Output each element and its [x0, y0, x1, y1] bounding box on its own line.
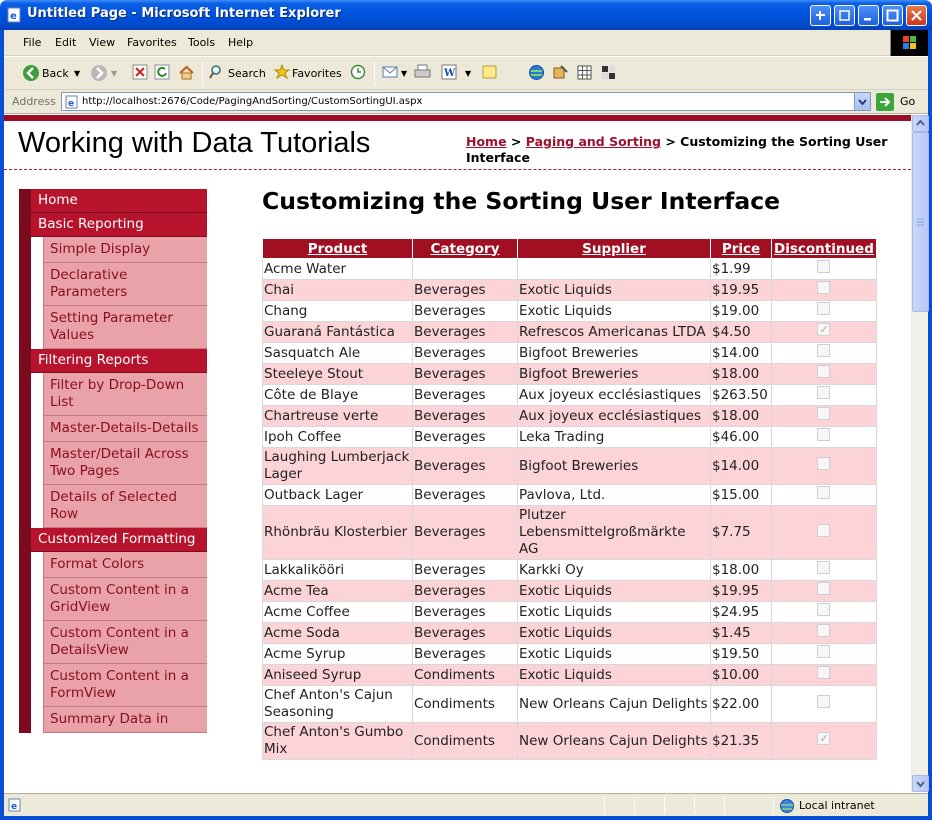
svg-text:e: e	[11, 802, 18, 812]
cell-product: Aniseed Syrup	[263, 665, 413, 686]
close-button[interactable]	[906, 5, 927, 26]
status-separator	[604, 797, 605, 814]
table-row	[263, 448, 877, 485]
cell-supplier: Exotic Liquids	[518, 581, 711, 602]
cell-price: $24.95	[711, 602, 772, 623]
forward-button[interactable]	[90, 64, 120, 84]
cell-price: $21.35	[711, 723, 772, 760]
table-row	[263, 385, 877, 406]
cell-supplier: Exotic Liquids	[518, 665, 711, 686]
discontinued-checkbox	[817, 428, 830, 441]
menu-favorites[interactable]: Favorites	[127, 36, 177, 49]
menu-bar	[4, 30, 928, 56]
cell-category: Beverages	[413, 560, 518, 581]
cell-category: Beverages	[413, 343, 518, 364]
forward-dropdown-icon[interactable]: ▼	[111, 69, 118, 78]
discontinued-checkbox	[817, 260, 830, 273]
breadcrumb	[466, 134, 896, 166]
discontinued-checkbox	[817, 582, 830, 595]
print-button[interactable]	[414, 64, 432, 84]
discuss-button[interactable]	[482, 64, 500, 84]
forward-arrow-icon	[90, 64, 108, 82]
cell-supplier: Exotic Liquids	[518, 280, 711, 301]
checkered-icon	[600, 64, 617, 81]
print-icon	[414, 64, 431, 80]
cell-price: $7.75	[711, 506, 772, 560]
cell-supplier: Leka Trading	[518, 427, 711, 448]
messenger-button[interactable]	[528, 64, 546, 84]
vertical-scrollbar[interactable]	[911, 115, 928, 792]
svg-text:e: e	[10, 11, 17, 22]
security-zone-label: Local intranet	[799, 799, 875, 812]
table-row	[263, 506, 877, 560]
sidebar-section-customized-formatting	[19, 528, 207, 733]
menu-edit[interactable]: Edit	[55, 36, 77, 49]
column-header-price[interactable]: Price	[711, 239, 772, 259]
cell-category: Beverages	[413, 602, 518, 623]
status-separator	[773, 797, 774, 814]
cell-category: Beverages	[413, 448, 518, 485]
fullscreen-icon[interactable]	[834, 5, 855, 26]
intranet-globe-icon	[779, 798, 795, 814]
cell-category: Beverages	[413, 506, 518, 560]
address-label: Address	[12, 95, 56, 108]
cell-category: Beverages	[413, 427, 518, 448]
sidebar-nav	[19, 189, 207, 733]
note-icon	[482, 64, 498, 80]
cell-discontinued	[772, 581, 877, 602]
cell-supplier: Exotic Liquids	[518, 623, 711, 644]
cell-discontinued	[772, 602, 877, 623]
refresh-icon	[154, 64, 170, 80]
cell-supplier: Exotic Liquids	[518, 301, 711, 322]
cell-category: Beverages	[413, 623, 518, 644]
cell-product: Rhönbräu Klosterbier	[263, 506, 413, 560]
table-row	[263, 427, 877, 448]
discontinued-checkbox	[817, 457, 830, 470]
cell-price: $19.95	[711, 581, 772, 602]
address-bar	[4, 90, 928, 114]
cell-product: Steeleye Stout	[263, 364, 413, 385]
table-row	[263, 259, 877, 280]
discontinued-checkbox	[817, 344, 830, 357]
cell-category: Beverages	[413, 385, 518, 406]
go-button[interactable]	[876, 93, 924, 111]
table-row	[263, 364, 877, 385]
breadcrumb-home-link[interactable]: Home	[466, 134, 507, 149]
sidebar-item[interactable]: Setting Parameter Values	[43, 306, 207, 349]
cell-discontinued	[772, 448, 877, 485]
cell-price: $19.00	[711, 301, 772, 322]
column-header-discontinued[interactable]: Discontinued	[772, 239, 877, 259]
menu-file[interactable]: File	[23, 36, 42, 49]
cell-supplier: New Orleans Cajun Delights	[518, 723, 711, 760]
search-label: Search	[228, 67, 266, 80]
cell-product: Ipoh Coffee	[263, 427, 413, 448]
cell-category: Condiments	[413, 686, 518, 723]
sidebar-item[interactable]: Summary Data in	[43, 707, 207, 733]
discontinued-checkbox	[817, 323, 830, 336]
cell-price: $18.00	[711, 560, 772, 581]
cell-discontinued	[772, 301, 877, 322]
cell-price: $22.00	[711, 686, 772, 723]
cell-category: Beverages	[413, 485, 518, 506]
sidebar-item[interactable]: Custom Content in a FormView	[43, 664, 207, 707]
sidebar-item[interactable]: Simple Display	[43, 237, 207, 263]
cell-discontinued	[772, 280, 877, 301]
cell-discontinued	[772, 644, 877, 665]
table-row	[263, 665, 877, 686]
sidebar-section-filtering-reports	[19, 349, 207, 528]
sidebar-item[interactable]: Format Colors	[43, 552, 207, 578]
window-title: Untitled Page - Microsoft Internet Explorer	[27, 6, 341, 21]
cell-price: $263.50	[711, 385, 772, 406]
back-button[interactable]	[22, 64, 94, 84]
discontinued-checkbox	[817, 732, 830, 745]
discontinued-checkbox	[817, 302, 830, 315]
cell-price: $15.00	[711, 485, 772, 506]
cell-price: $19.95	[711, 280, 772, 301]
site-title: Working with Data Tutorials	[18, 127, 371, 159]
discontinued-checkbox	[817, 645, 830, 658]
status-separator	[694, 797, 695, 814]
search-button[interactable]	[209, 64, 269, 84]
mail-icon	[382, 64, 400, 80]
table-row	[263, 581, 877, 602]
discontinued-checkbox	[817, 624, 830, 637]
cell-product: Laughing Lumberjack Lager	[263, 448, 413, 485]
sidebar-item[interactable]: Declarative Parameters	[43, 263, 207, 306]
column-header-product[interactable]: Product	[263, 239, 413, 259]
cell-supplier: Bigfoot Breweries	[518, 343, 711, 364]
window-title-bar[interactable]	[0, 0, 932, 30]
cell-category: Beverages	[413, 406, 518, 427]
scroll-down-icon[interactable]	[912, 775, 929, 792]
cell-product: Guaraná Fantástica	[263, 322, 413, 343]
toolbar-separator	[374, 62, 375, 86]
cell-product: Chef Anton's Gumbo Mix	[263, 723, 413, 760]
cell-category: Beverages	[413, 644, 518, 665]
cell-product: Acme Syrup	[263, 644, 413, 665]
scroll-up-icon[interactable]	[912, 115, 929, 132]
page-icon	[65, 95, 79, 109]
status-separator	[664, 797, 665, 814]
grid-body	[263, 259, 877, 760]
sidebar-item[interactable]: Custom Content in a DetailsView	[43, 621, 207, 664]
edit-button[interactable]	[441, 64, 475, 84]
status-separator	[724, 797, 725, 814]
word-edit-icon	[441, 64, 459, 80]
cell-supplier	[518, 259, 711, 280]
cell-category: Beverages	[413, 581, 518, 602]
cell-product: Chef Anton's Cajun Seasoning	[263, 686, 413, 723]
cell-discontinued	[772, 259, 877, 280]
discontinued-checkbox	[817, 666, 830, 679]
cell-supplier: Pavlova, Ltd.	[518, 485, 711, 506]
table-row	[263, 485, 877, 506]
sidebar-header-customized-formatting[interactable]: Customized Formatting	[31, 528, 207, 552]
cell-price: $14.00	[711, 448, 772, 485]
cell-price: $10.00	[711, 665, 772, 686]
page-top-border	[4, 115, 911, 121]
discontinued-checkbox	[817, 695, 830, 708]
edit-dropdown-icon[interactable]: ▼	[465, 69, 472, 78]
status-separator	[634, 797, 635, 814]
cell-category: Condiments	[413, 723, 518, 760]
address-input[interactable]	[61, 92, 871, 111]
table-row	[263, 322, 877, 343]
cell-discontinued	[772, 427, 877, 448]
cell-category: Condiments	[413, 665, 518, 686]
table-row	[263, 560, 877, 581]
discontinued-checkbox	[817, 281, 830, 294]
cell-supplier: Karkki Oy	[518, 560, 711, 581]
favorites-button[interactable]	[274, 64, 344, 84]
cell-product: Outback Lager	[263, 485, 413, 506]
research-icon	[552, 64, 569, 81]
sidebar-item[interactable]: Details of Selected Row	[43, 485, 207, 528]
sidebar-header-filtering-reports[interactable]: Filtering Reports	[31, 349, 207, 373]
products-grid	[262, 238, 877, 760]
extra-tool-button[interactable]	[600, 64, 618, 84]
cell-price: $18.00	[711, 406, 772, 427]
sidebar-header-basic-reporting[interactable]: Basic Reporting	[31, 213, 207, 237]
page-status-icon	[8, 798, 22, 812]
cell-discontinued	[772, 686, 877, 723]
favorites-label: Favorites	[292, 67, 342, 80]
cell-supplier: New Orleans Cajun Delights	[518, 686, 711, 723]
cell-supplier: Bigfoot Breweries	[518, 364, 711, 385]
discontinued-checkbox	[817, 365, 830, 378]
cell-supplier: Refrescos Americanas LTDA	[518, 322, 711, 343]
cell-discontinued	[772, 485, 877, 506]
sidebar-section-home	[19, 189, 207, 213]
column-header-supplier[interactable]: Supplier	[518, 239, 711, 259]
sidebar-section-basic-reporting	[19, 213, 207, 349]
back-label: Back	[42, 67, 69, 80]
svg-text:W: W	[444, 68, 456, 79]
back-dropdown-icon[interactable]: ▼	[74, 69, 81, 78]
back-arrow-icon	[22, 64, 40, 82]
sidebar-item[interactable]: Master-Details-Details	[43, 416, 207, 442]
menu-view[interactable]: View	[89, 36, 116, 49]
table-row	[263, 280, 877, 301]
cell-price: $14.00	[711, 343, 772, 364]
cell-supplier: Exotic Liquids	[518, 644, 711, 665]
breadcrumb-separator: >	[510, 134, 522, 149]
discontinued-checkbox	[817, 386, 830, 399]
breadcrumb-current: Customizing the Sorting User Interface	[466, 134, 888, 165]
table-row	[263, 602, 877, 623]
mail-dropdown-icon[interactable]: ▼	[401, 69, 408, 78]
address-dropdown-icon[interactable]	[854, 93, 870, 110]
cell-discontinued	[772, 322, 877, 343]
discontinued-checkbox	[817, 407, 830, 420]
sidebar-item[interactable]: Master/Detail Across Two Pages	[43, 442, 207, 485]
cell-supplier: Exotic Liquids	[518, 602, 711, 623]
media-button[interactable]	[350, 64, 368, 84]
globe-icon	[528, 64, 545, 81]
cell-category: Beverages	[413, 280, 518, 301]
sidebar-submenu	[31, 552, 207, 733]
cell-category: Beverages	[413, 301, 518, 322]
cell-price: $1.99	[711, 259, 772, 280]
sidebar-submenu	[31, 237, 207, 349]
ie-page-icon	[7, 7, 22, 23]
stop-icon	[132, 64, 148, 80]
restore-tabs-icon[interactable]	[810, 5, 831, 26]
cell-price: $18.00	[711, 364, 772, 385]
cell-product: Acme Tea	[263, 581, 413, 602]
cell-price: $19.50	[711, 644, 772, 665]
toolbar	[4, 57, 928, 90]
cell-product: Chai	[263, 280, 413, 301]
status-bar	[4, 793, 928, 816]
go-arrow-icon	[876, 93, 894, 111]
table-row	[263, 644, 877, 665]
page-viewport	[4, 115, 911, 792]
menu-tools[interactable]: Tools	[188, 36, 216, 49]
cell-discontinued	[772, 364, 877, 385]
cell-supplier: Aux joyeux ecclésiastiques	[518, 406, 711, 427]
cell-supplier: Aux joyeux ecclésiastiques	[518, 385, 711, 406]
cell-category: Beverages	[413, 322, 518, 343]
sidebar-item[interactable]: Custom Content in a GridView	[43, 578, 207, 621]
cell-price: $1.45	[711, 623, 772, 644]
page-heading: Customizing the Sorting User Interface	[262, 187, 781, 215]
cell-product: Acme Coffee	[263, 602, 413, 623]
discontinued-checkbox	[817, 486, 830, 499]
cell-product: Chartreuse verte	[263, 406, 413, 427]
table-row	[263, 343, 877, 364]
cell-product: Sasquatch Ale	[263, 343, 413, 364]
svg-text:e: e	[68, 99, 75, 109]
cell-discontinued	[772, 406, 877, 427]
cell-product: Lakkalikööri	[263, 560, 413, 581]
history-icon	[350, 64, 366, 80]
cell-discontinued	[772, 506, 877, 560]
sidebar-header-home[interactable]: Home	[31, 189, 207, 213]
tools-button[interactable]	[576, 64, 594, 84]
sidebar-item[interactable]: Filter by Drop-Down List	[43, 373, 207, 416]
cell-discontinued	[772, 723, 877, 760]
cell-discontinued	[772, 560, 877, 581]
cell-discontinued	[772, 343, 877, 364]
mail-button[interactable]	[382, 64, 408, 84]
table-row	[263, 623, 877, 644]
maximize-button[interactable]	[882, 5, 903, 26]
security-zone	[779, 798, 875, 817]
cell-supplier: Bigfoot Breweries	[518, 448, 711, 485]
cell-discontinued	[772, 623, 877, 644]
cell-product: Côte de Blaye	[263, 385, 413, 406]
research-button[interactable]	[552, 64, 570, 84]
grid-tool-icon	[576, 64, 593, 81]
discontinued-checkbox	[817, 524, 830, 537]
home-icon	[178, 64, 195, 81]
table-row	[263, 723, 877, 760]
cell-product: Acme Soda	[263, 623, 413, 644]
discontinued-checkbox	[817, 603, 830, 616]
search-icon	[209, 64, 225, 80]
cell-price: $46.00	[711, 427, 772, 448]
table-row	[263, 301, 877, 322]
cell-discontinued	[772, 665, 877, 686]
address-url: http://localhost:2676/Code/PagingAndSorting/CustomSortingUI.aspx	[82, 96, 423, 107]
stop-button[interactable]	[132, 64, 150, 84]
breadcrumb-separator: >	[665, 134, 676, 149]
toolbar-separator	[202, 62, 203, 86]
minimize-button[interactable]	[858, 5, 879, 26]
cell-supplier: Plutzer Lebensmittelgroßmärkte AG	[518, 506, 711, 560]
table-row	[263, 686, 877, 723]
header-divider	[4, 169, 911, 170]
menu-help[interactable]: Help	[228, 36, 254, 49]
windows-logo-icon	[890, 30, 928, 56]
favorites-star-icon	[274, 64, 290, 80]
sidebar-submenu	[31, 373, 207, 528]
cell-category	[413, 259, 518, 280]
scroll-thumb[interactable]	[912, 132, 929, 312]
table-row	[263, 406, 877, 427]
cell-discontinued	[772, 385, 877, 406]
cell-product: Acme Water	[263, 259, 413, 280]
cell-category: Beverages	[413, 364, 518, 385]
discontinued-checkbox	[817, 561, 830, 574]
home-button[interactable]	[178, 64, 196, 84]
refresh-button[interactable]	[154, 64, 172, 84]
column-header-category[interactable]: Category	[413, 239, 518, 259]
breadcrumb-section-link[interactable]: Paging and Sorting	[525, 134, 661, 149]
go-label: Go	[900, 95, 916, 108]
cell-product: Chang	[263, 301, 413, 322]
cell-price: $4.50	[711, 322, 772, 343]
